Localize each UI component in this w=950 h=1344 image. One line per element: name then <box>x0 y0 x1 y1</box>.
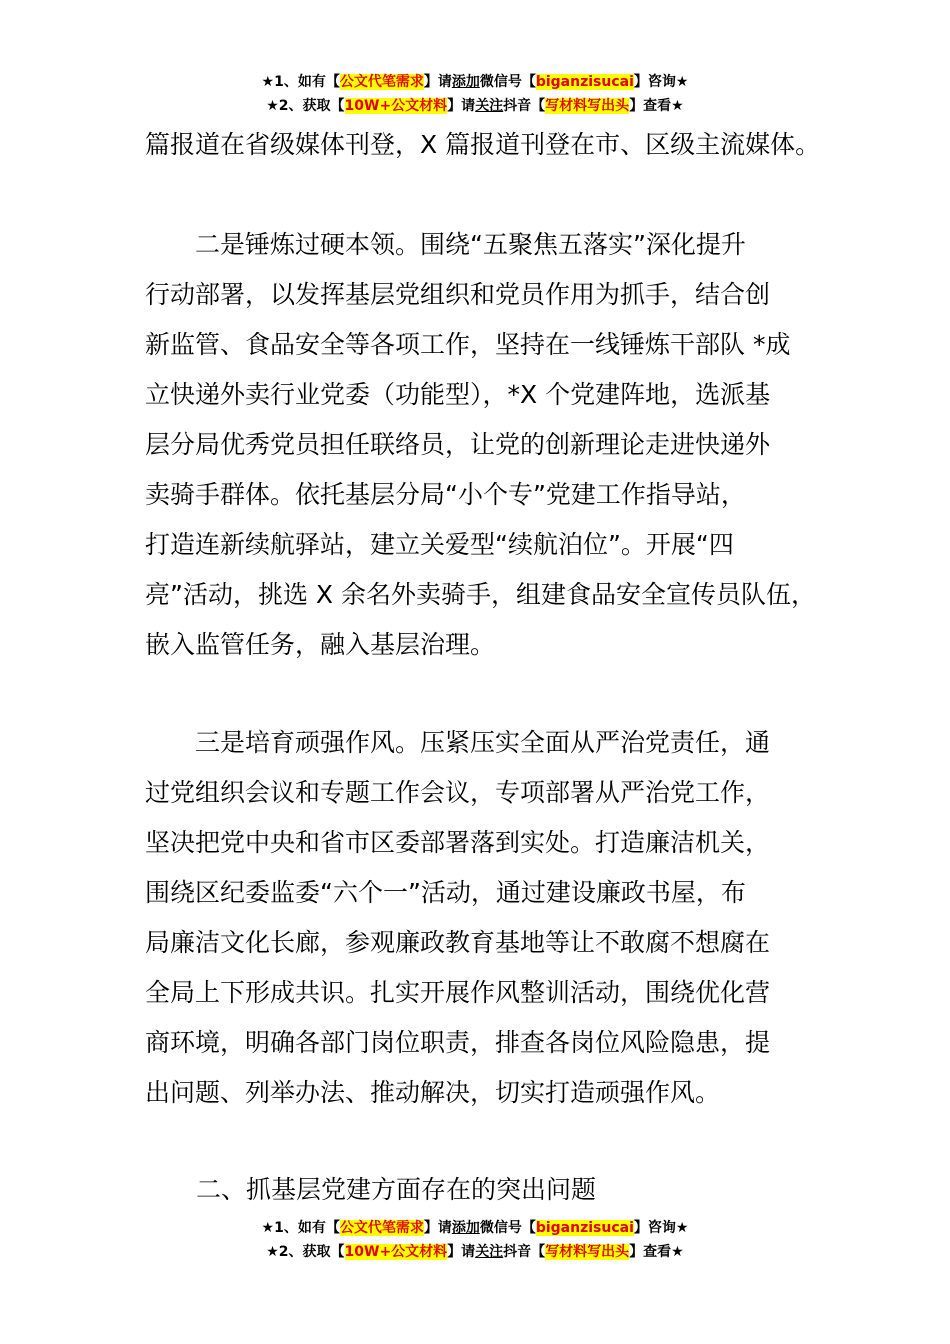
text-line: 过党组织会议和专题工作会议，专项部署从严治党工作， <box>145 778 771 807</box>
banner-highlight: 10W+公文材料 <box>344 1244 448 1260</box>
banner-text: ★2、获取【 <box>266 1244 345 1260</box>
text-line: 篇报道在省级媒体刊登，X 篇报道刊登在市、区级主流媒体。 <box>145 130 821 159</box>
banner-highlight: 公文代笔需求 <box>339 1220 424 1236</box>
text-line: 围绕区纪委监委“六个一”活动，通过建设廉政书屋，布 <box>145 878 746 907</box>
banner-underlined-text: 添加 <box>451 1220 480 1236</box>
banner-text: 微信号【 <box>479 74 536 90</box>
banner-text: ★2、获取【 <box>266 98 345 114</box>
banner-text: 抖音【 <box>503 98 546 114</box>
banner-underlined-text: 添加 <box>451 74 480 90</box>
banner-underlined-text: 关注 <box>475 98 504 114</box>
text-line: 全局上下形成共识。扎实开展作风整训活动，围绕优化营 <box>145 978 771 1007</box>
section-heading: 二、抓基层党建方面存在的突出问题 <box>196 1175 597 1204</box>
banner-highlight: 公文代笔需求 <box>339 74 424 90</box>
text-line: 商环境，明确各部门岗位职责，排查各岗位风险隐患，提 <box>145 1028 771 1057</box>
banner-underlined-text: 关注 <box>475 1244 504 1260</box>
banner-text: 】请 <box>423 74 452 90</box>
banner-line-1 <box>0 70 950 94</box>
footer-banner <box>0 1216 950 1264</box>
banner-text: 】查看★ <box>629 98 684 114</box>
banner-text: 微信号【 <box>479 1220 536 1236</box>
banner-text: ★1、如有【 <box>261 74 340 90</box>
banner-douyin-name: 写材料写出头 <box>545 1244 630 1260</box>
paragraph-work-style <box>145 718 835 1118</box>
text-line: 坚决把党中央和省市区委部署落到实处。打造廉洁机关， <box>145 828 771 857</box>
text-line: 嵌入监管任务，融入基层治理。 <box>145 630 496 659</box>
banner-text: 】请 <box>447 98 476 114</box>
text-line: 行动部署，以发挥基层党组织和党员作用为抓手，结合创 <box>145 280 771 309</box>
text-line: 二是锤炼过硬本领。围绕“五聚焦五落实”深化提升 <box>145 230 746 259</box>
banner-text: ★1、如有【 <box>261 1220 340 1236</box>
text-line: 卖骑手群体。依托基层分局“小个专”党建工作指导站， <box>145 480 746 509</box>
paragraph-skills <box>145 220 835 670</box>
text-line: 新监管、食品安全等各项工作，坚持在一线锤炼干部队 *成 <box>145 330 791 359</box>
banner-text: 抖音【 <box>503 1244 546 1260</box>
banner-wechat-id: biganzisucai <box>535 1220 634 1236</box>
banner-douyin-name: 写材料写出头 <box>545 98 630 114</box>
text-line: 立快递外卖行业党委（功能型），*X 个党建阵地，选派基 <box>145 380 771 409</box>
banner-text: 】查看★ <box>629 1244 684 1260</box>
banner-line-2 <box>0 94 950 118</box>
banner-text: 】咨询★ <box>633 1220 689 1236</box>
banner-highlight: 10W+公文材料 <box>344 98 448 114</box>
banner-line-2 <box>0 1240 950 1264</box>
text-line: 三是培育顽强作风。压紧压实全面从严治党责任，通 <box>145 728 771 757</box>
text-line: 亮”活动，挑选 X 余名外卖骑手，组建食品安全宣传员队伍， <box>145 580 816 609</box>
banner-text: 】请 <box>423 1220 452 1236</box>
text-line: 层分局优秀党员担任联络员，让党的创新理论走进快递外 <box>145 430 771 459</box>
banner-text: 】请 <box>447 1244 476 1260</box>
text-line: 局廉洁文化长廊，参观廉政教育基地等让不敢腐不想腐在 <box>145 928 771 957</box>
banner-text: 】咨询★ <box>633 74 689 90</box>
banner-line-1 <box>0 1216 950 1240</box>
banner-wechat-id: biganzisucai <box>535 74 634 90</box>
header-banner <box>0 70 950 118</box>
text-line: 打造连新续航驿站，建立关爱型“续航泊位”。开展“四 <box>145 530 734 559</box>
text-line: 出问题、列举办法、推动解决，切实打造顽强作风。 <box>145 1078 721 1107</box>
paragraph-continuation <box>145 120 835 170</box>
